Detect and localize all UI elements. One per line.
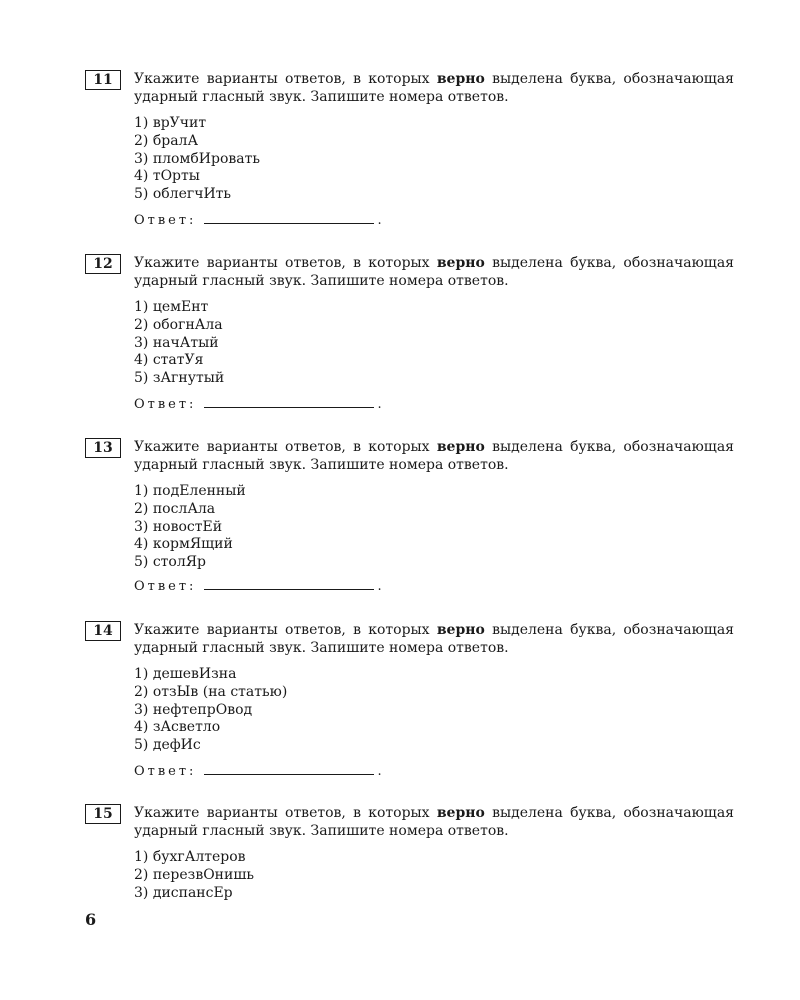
option-item: 3) диспансЕр <box>134 884 233 901</box>
option-item: 4) статУя <box>134 352 204 369</box>
option-item: 2) поcлАла <box>134 500 216 517</box>
answer-field[interactable] <box>204 575 374 590</box>
option-item: 2) обогнАла <box>134 316 223 333</box>
options-list <box>134 299 224 388</box>
option-item: 4) кормЯщий <box>134 536 233 553</box>
answer-row: Ответ: . <box>134 209 382 228</box>
option-item: 5) облегчИть <box>134 186 232 203</box>
task-prompt: Укажите варианты ответов, в которых верно выделена буква, обозначающая ударный гласный звук. Запишите номера ответов. <box>134 805 734 839</box>
task-prompt: Укажите варианты ответов, в которых верно выделена буква, обозначающая ударный гласный звук. Запишите номера ответов. <box>134 255 734 289</box>
task-prompt: Укажите варианты ответов, в которых верно выделена буква, обозначающая ударный гласный звук. Запишите номера ответов. <box>134 439 734 473</box>
answer-row: Ответ: . <box>134 393 382 412</box>
task-prompt: Укажите варианты ответов, в которых верно выделена буква, обозначающая ударный гласный звук. Запишите номера ответов. <box>134 622 734 656</box>
option-item: 5) дефИс <box>134 737 201 754</box>
answer-label: Ответ: <box>134 764 197 779</box>
option-item: 1) подЕленный <box>134 483 246 499</box>
task-number-box: 13 <box>85 438 121 458</box>
option-item: 2) бралА <box>134 132 199 149</box>
options-list <box>134 849 254 902</box>
task-number-box: 12 <box>85 254 121 274</box>
page-number: 6 <box>85 910 97 929</box>
options-list <box>134 483 246 572</box>
option-item: 5) столЯр <box>134 554 206 571</box>
task-number-box: 15 <box>85 804 121 824</box>
options-list <box>134 666 287 755</box>
option-item: 1) врУчит <box>134 115 207 131</box>
answer-field[interactable] <box>204 393 374 408</box>
option-item: 4) зАсветло <box>134 719 221 736</box>
option-item: 3) нефтепрОвод <box>134 701 253 718</box>
option-item: 1) цемЕнт <box>134 299 209 315</box>
option-item: 4) тОрты <box>134 168 200 185</box>
answer-label: Ответ: <box>134 213 197 228</box>
answer-row: Ответ: . <box>134 575 382 594</box>
answer-row: Ответ: . <box>134 760 382 779</box>
option-item: 2) перезвОнишь <box>134 866 254 883</box>
answer-field[interactable] <box>204 209 374 224</box>
task-prompt: Укажите варианты ответов, в которых верно выделена буква, обозначающая ударный гласный звук. Запишите номера ответов. <box>134 71 734 105</box>
answer-label: Ответ: <box>134 397 197 412</box>
task-number-box: 11 <box>85 70 121 90</box>
answer-label: Ответ: <box>134 579 197 594</box>
options-list <box>134 115 260 204</box>
option-item: 2) отзЫв (на статью) <box>134 683 288 700</box>
option-item: 5) зАгнутый <box>134 370 225 387</box>
option-item: 3) пломбИровать <box>134 150 260 167</box>
option-item: 1) бухгАлтеров <box>134 849 246 865</box>
option-item: 3) начАтый <box>134 334 219 351</box>
answer-field[interactable] <box>204 760 374 775</box>
task-number-box: 14 <box>85 621 121 641</box>
option-item: 3) новостЕй <box>134 518 223 535</box>
option-item: 1) дешевИзна <box>134 666 237 682</box>
